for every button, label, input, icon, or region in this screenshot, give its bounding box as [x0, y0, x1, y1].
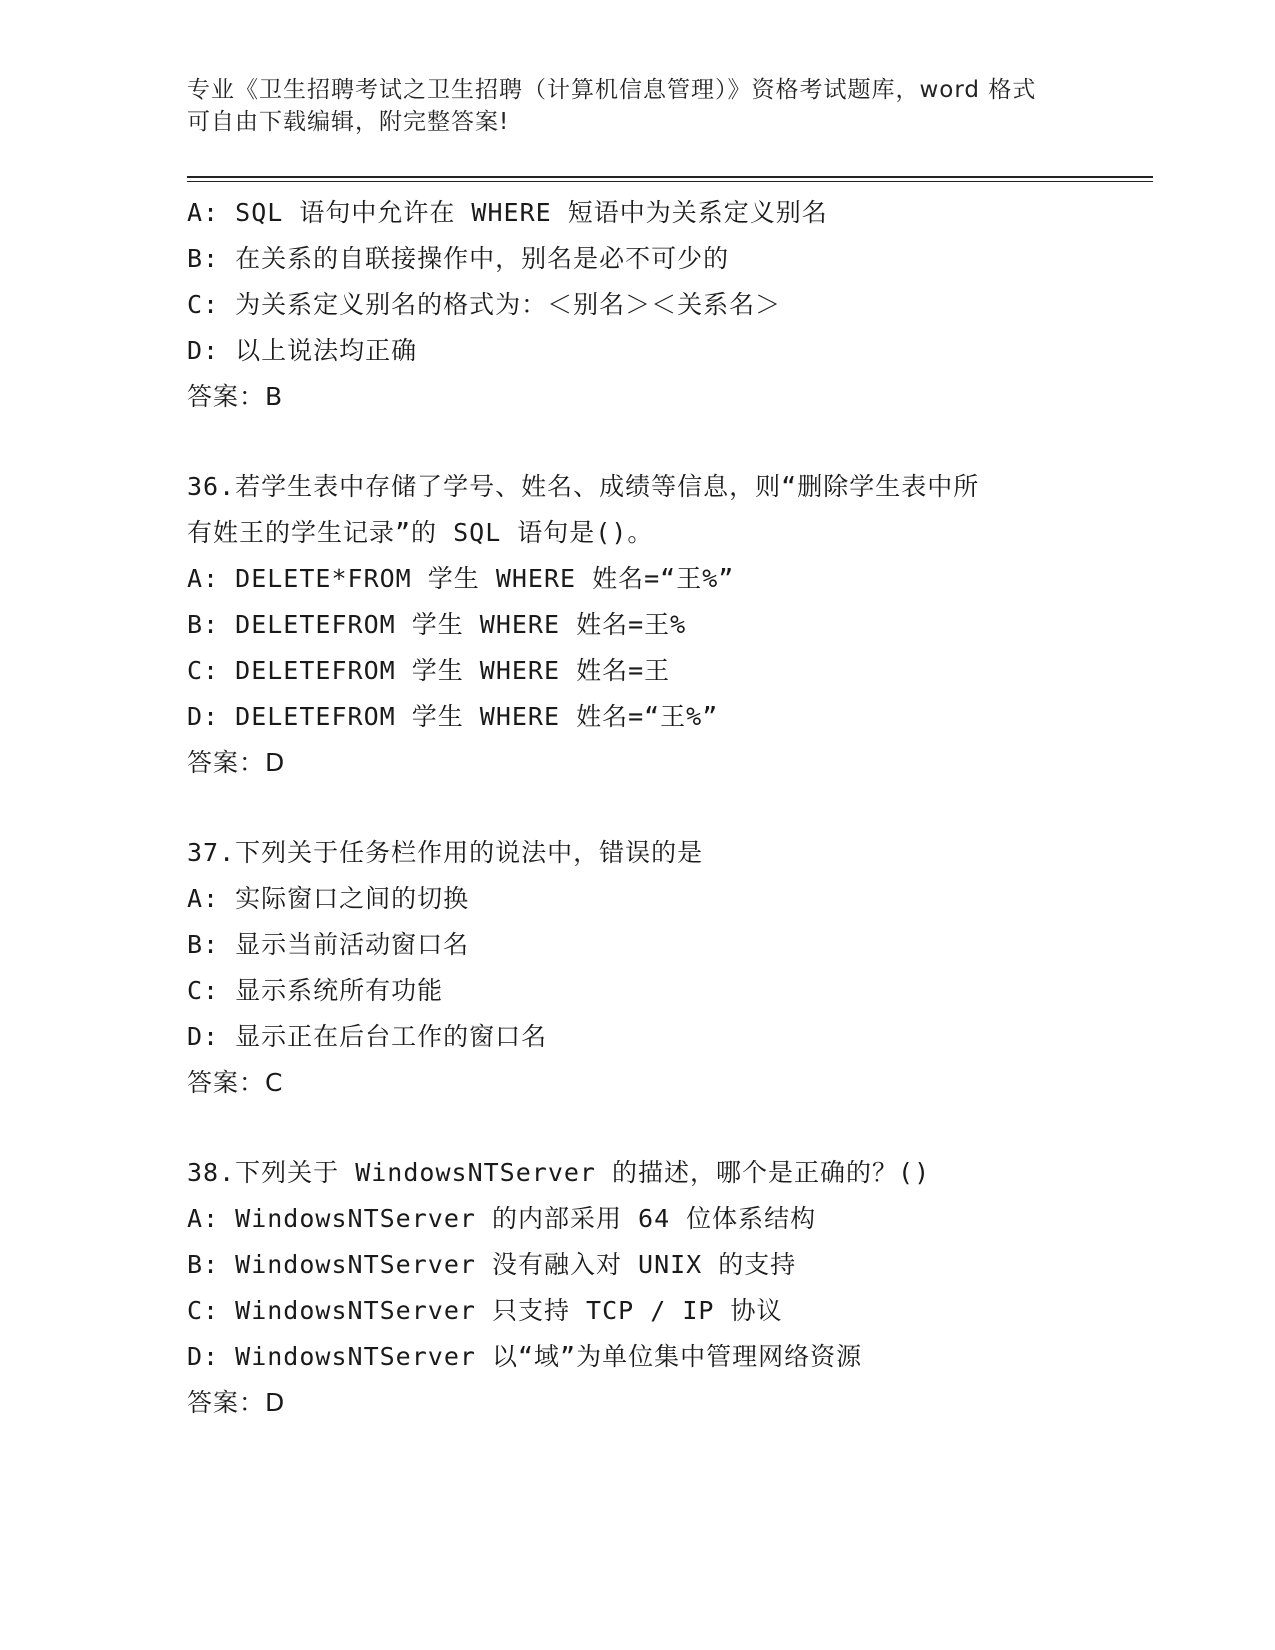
- question-stem: 36.若学生表中存储了学号、姓名、成绩等信息，则“删除学生表中所: [187, 472, 980, 501]
- option-b: B: WindowsNTServer 没有融入对 UNIX 的支持: [187, 1250, 797, 1279]
- option-a: A: 实际窗口之间的切换: [187, 884, 470, 913]
- option-d: D: DELETEFROM 学生 WHERE 姓名=“王%”: [187, 702, 719, 731]
- question-36: [187, 464, 1167, 786]
- header-rule: [187, 176, 1153, 178]
- spacer: [187, 1106, 1167, 1150]
- option-c: C: DELETEFROM 学生 WHERE 姓名=王: [187, 656, 671, 685]
- document-header: [187, 74, 1087, 138]
- option-a: A: SQL 语句中允许在 WHERE 短语中为关系定义别名: [187, 198, 828, 227]
- answer: 答案：C: [187, 1068, 284, 1097]
- header-line-2: 可自由下载编辑，附完整答案!: [187, 109, 510, 135]
- question-list: [187, 190, 1167, 1426]
- option-a: A: WindowsNTServer 的内部采用 64 位体系结构: [187, 1204, 817, 1233]
- option-c: C: 为关系定义别名的格式为：＜别名＞＜关系名＞: [187, 290, 782, 319]
- option-c: C: WindowsNTServer 只支持 TCP / IP 协议: [187, 1296, 783, 1325]
- option-c: C: 显示系统所有功能: [187, 976, 444, 1005]
- option-b: B: 显示当前活动窗口名: [187, 930, 470, 959]
- header-rule-thin: [187, 181, 1153, 182]
- header-line-1: 专业《卫生招聘考试之卫生招聘（计算机信息管理）》资格考试题库，word 格式: [187, 77, 1037, 103]
- question-stem: 38.下列关于 WindowsNTServer 的描述，哪个是正确的？(): [187, 1158, 931, 1187]
- answer: 答案：B: [187, 382, 284, 411]
- option-b: B: 在关系的自联接操作中，别名是必不可少的: [187, 244, 730, 273]
- question-35: [187, 190, 1167, 420]
- option-d: D: 以上说法均正确: [187, 336, 418, 365]
- spacer: [187, 786, 1167, 830]
- option-d: D: WindowsNTServer 以“域”为单位集中管理网络资源: [187, 1342, 863, 1371]
- question-38: [187, 1150, 1167, 1426]
- option-d: D: 显示正在后台工作的窗口名: [187, 1022, 548, 1051]
- question-stem: 37.下列关于任务栏作用的说法中，错误的是: [187, 838, 704, 867]
- answer: 答案：D: [187, 1388, 286, 1417]
- question-37: [187, 830, 1167, 1106]
- answer: 答案：D: [187, 748, 286, 777]
- option-a: A: DELETE*FROM 学生 WHERE 姓名=“王%”: [187, 564, 735, 593]
- option-b: B: DELETEFROM 学生 WHERE 姓名=王%: [187, 610, 687, 639]
- question-stem-continued: 有姓王的学生记录”的 SQL 语句是()。: [187, 518, 654, 547]
- spacer: [187, 420, 1167, 464]
